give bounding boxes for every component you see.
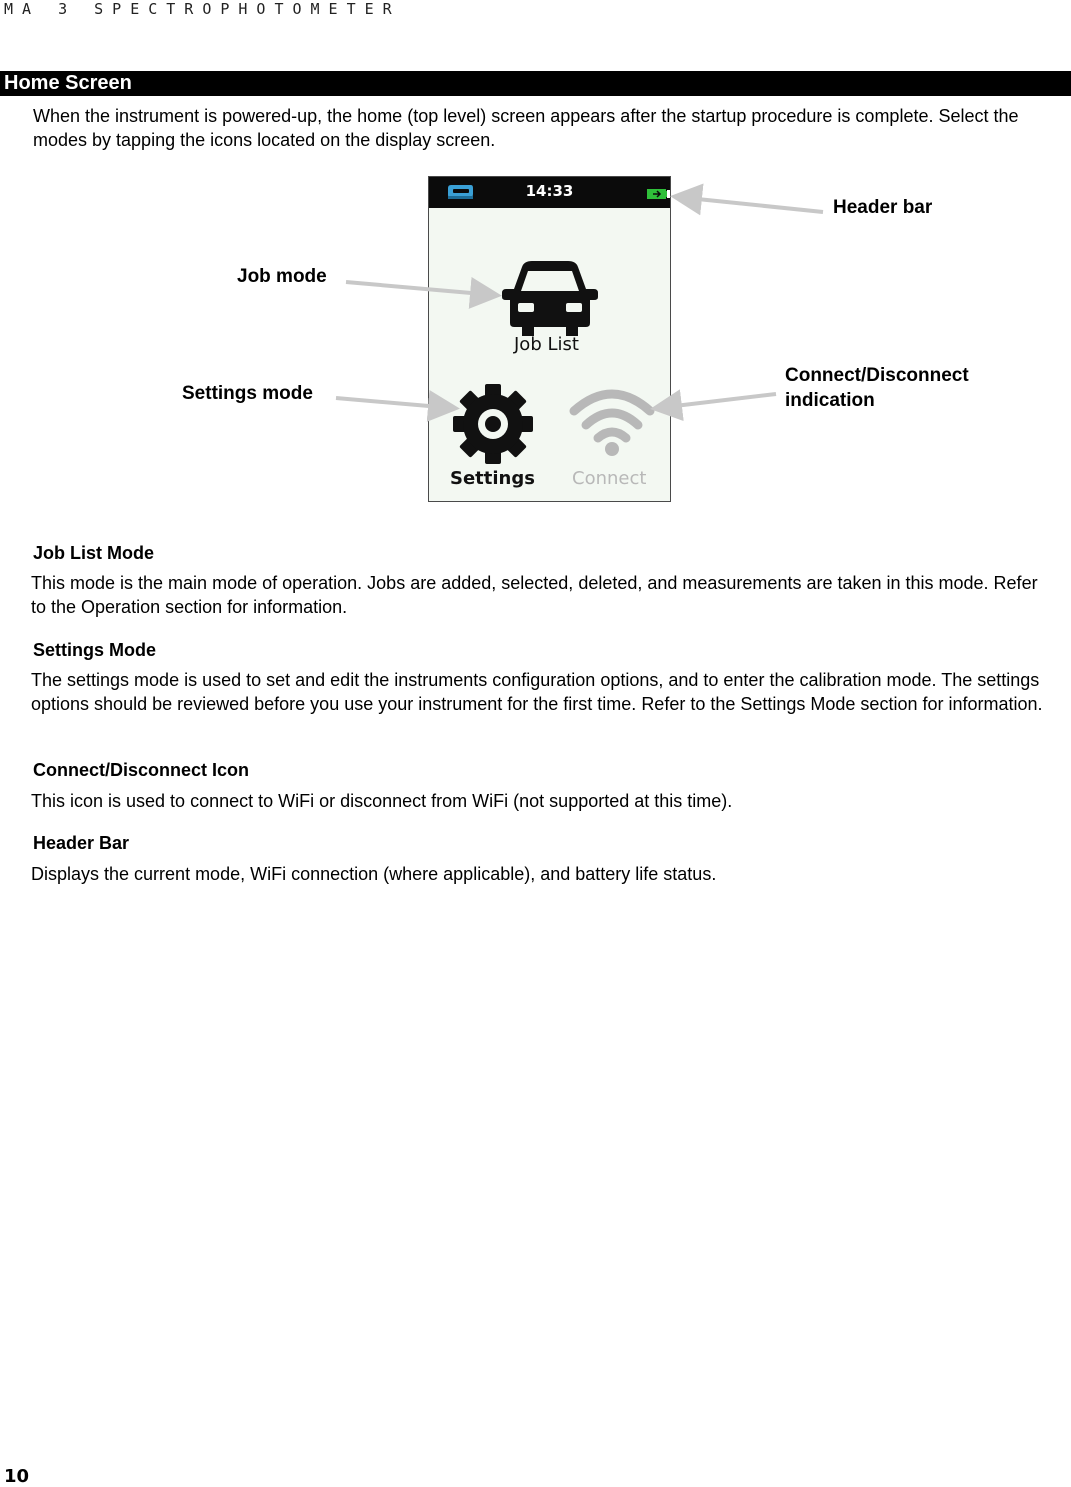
job-mode-arrow [346,282,494,295]
header-bar-heading: Header Bar [33,833,130,853]
running-header: MA 3 SPECTROPHOTOMETER [4,0,401,18]
callout-header-bar: Header bar [833,197,933,218]
callout-connect-line1: Connect/Disconnect [785,365,969,386]
intro-paragraph: When the instrument is powered-up, the home (top level) screen appears after the startup procedure is complete. Select the modes by tapping the icons located on the display screen. [33,106,1019,150]
callout-settings-mode: Settings mode [182,383,313,404]
page-number: 10 [4,1466,30,1487]
settings-mode-heading: Settings Mode [33,640,157,660]
section-title: Home Screen [4,72,132,94]
settings-mode-text: The settings mode is used to set and edit the instruments configuration options, and to enter the calibration mode. The settings options should be reviewed before you use your instrument for the first time. Refer to the Settings Mode section for information. [31,670,1043,714]
job-list-mode-heading: Job List Mode [33,543,154,563]
connect-icon-text: This icon is used to connect to WiFi or disconnect from WiFi (not supported at this time). [31,791,733,811]
header-bar-text: Displays the current mode, WiFi connection (where applicable), and battery life status. [31,864,717,884]
connect-icon-heading: Connect/Disconnect Icon [33,760,250,780]
device-clock: 14:33 [525,182,574,200]
settings-mode-arrow [336,398,452,408]
callout-job-mode: Job mode [237,266,327,287]
callout-arrows [0,0,1071,560]
job-list-label: Job List [514,334,579,355]
connect-arrow [658,394,776,408]
job-list-mode-text: This mode is the main mode of operation. Jobs are added, selected, deleted, and measurements are taken in this mode. Refer to the Operation section for information. [31,573,1038,617]
connect-label: Connect [572,468,647,489]
settings-label: Settings [450,468,535,489]
header-bar-arrow [678,197,823,212]
callout-connect-line2: indication [785,390,875,411]
